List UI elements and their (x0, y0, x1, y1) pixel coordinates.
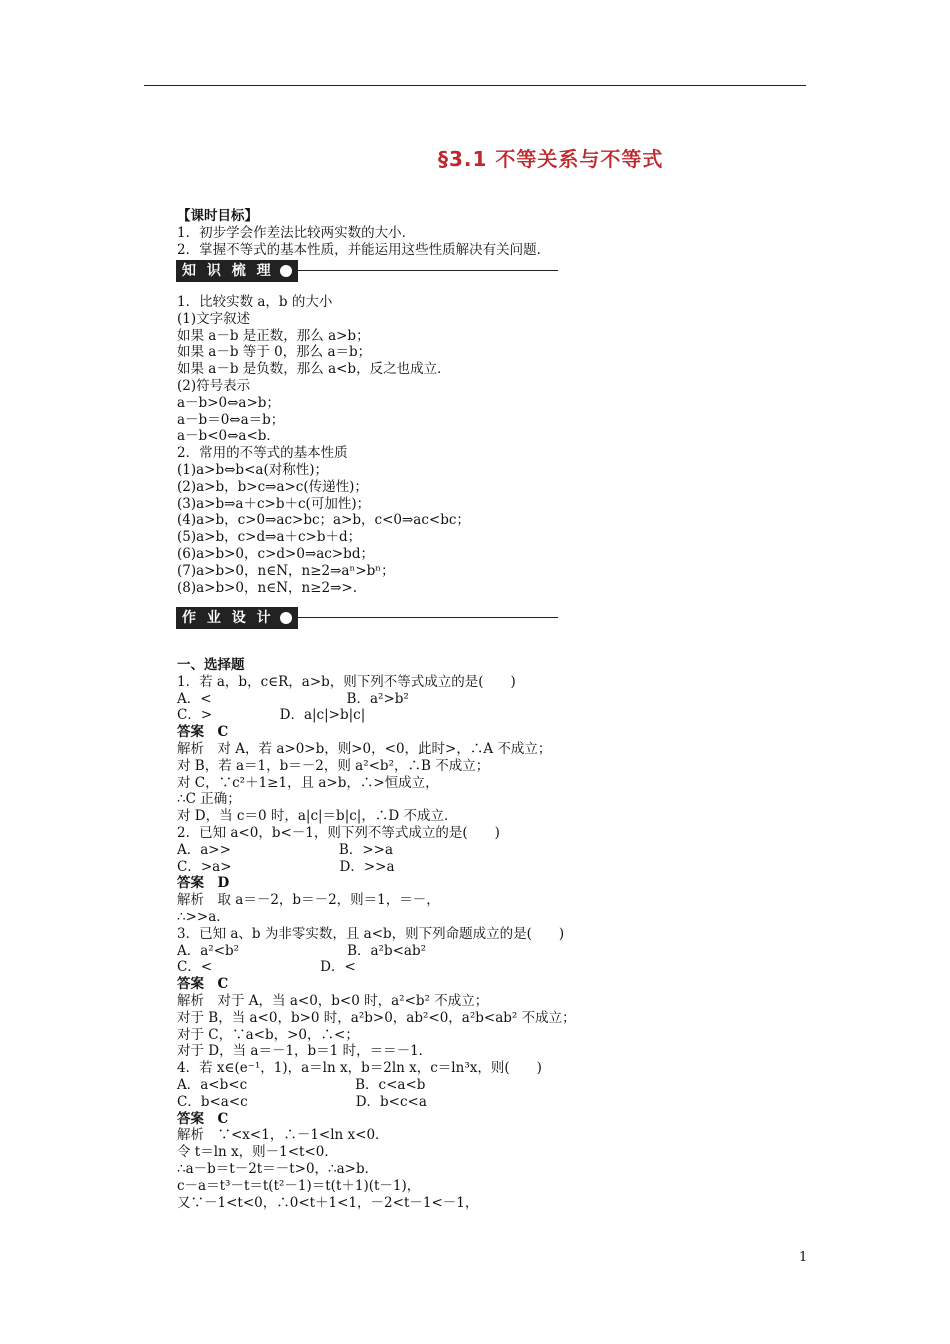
page-number: 1 (799, 1250, 808, 1265)
exercise-line: A．a<b<c B．c<a<b (177, 1076, 426, 1093)
exercises-section (177, 657, 797, 1211)
exercise-line: 对 D，当 c＝0 时，a|c|＝b|c|，∴D 不成立． (177, 808, 458, 825)
page-title: §3.1 不等关系与不等式 (438, 147, 664, 171)
exercise-line: 对于 B，当 a<0，b>0 时，a²b>0，ab²<0，a²b<ab² 不成立； (177, 1009, 576, 1026)
exercise-line: c－a＝t³－t＝t(t²－1)＝t(t＋1)(t－1)， (177, 1177, 421, 1194)
knowledge-line: (7)a>b>0，n∈N，n≥2⇒aⁿ>bⁿ； (177, 562, 395, 579)
knowledge-line: (8)a>b>0，n∈N，n≥2⇒>. (177, 579, 358, 596)
knowledge-section (177, 294, 797, 596)
banner-rule (298, 617, 558, 618)
exercise-line: C．> D．a|c|>b|c| (177, 707, 366, 724)
objectives-heading: 【课时目标】 (177, 208, 258, 224)
exercise-heading-line: 答案 D (177, 875, 230, 892)
banner-knowledge (176, 260, 558, 282)
exercise-line: 解析 对于 A，当 a<0，b<0 时，a²<b² 不成立； (177, 992, 489, 1009)
exercise-heading-line: 答案 C (177, 724, 229, 741)
exercise-line: 对于 D，当 a＝－1，b＝1 时，＝＝－1． (177, 1043, 433, 1060)
exercise-line: C．b<a<c D．b<c<a (177, 1093, 427, 1110)
knowledge-line: (3)a>b⇒a＋c>b＋c(可加性)； (177, 495, 371, 512)
exercise-line: A．< B．a²>b² (177, 690, 409, 707)
exercise-line: 令 t＝ln x，则－1<t<0． (177, 1144, 338, 1161)
exercise-line: 又∵－1<t<0，∴0<t＋1<1，－2<t－1<－1， (177, 1194, 479, 1211)
exercise-line: C．>a> D．>>a (177, 858, 395, 875)
knowledge-line: (1)文字叙述 (177, 310, 251, 327)
knowledge-line: 2．常用的不等式的基本性质 (177, 445, 348, 462)
knowledge-line: 如果 a－b 等于 0，那么 a＝b； (177, 344, 372, 361)
knowledge-line: a－b>0⇔a>b； (177, 394, 280, 411)
knowledge-line: (2)a>b，b>c⇒a>c(传递性)； (177, 478, 368, 495)
knowledge-line: a－b<0⇔a<b． (177, 428, 280, 445)
knowledge-line: 1．比较实数 a，b 的大小 (177, 294, 333, 310)
exercise-line: 对 C，∵c²＋1≥1，且 a>b，∴>恒成立， (177, 774, 439, 791)
exercise-line: ∴a－b＝t－2t＝－t>0，∴a>b． (177, 1160, 379, 1177)
exercise-line: 3．已知 a、b 为非零实数，且 a<b，则下列命题成立的是( ) (177, 925, 565, 942)
exercise-line: ∴C 正确； (177, 791, 241, 808)
knowledge-line: (2)符号表示 (177, 377, 251, 394)
exercise-line: 解析 取 a＝－2，b＝－2，则＝1，＝－， (177, 892, 440, 909)
exercise-line: 1．若 a，b，c∈R，a>b，则下列不等式成立的是( ) (177, 673, 516, 690)
exercise-line: ∴>>a． (177, 908, 230, 925)
bullet-dot-icon (280, 265, 292, 277)
banner-label: 作 业 设 计 (176, 607, 298, 629)
exercise-line: A．a>> B．>>a (177, 841, 394, 858)
bullet-dot-icon (280, 612, 292, 624)
objectives-section (177, 208, 797, 258)
exercise-heading-line: 一、选择题 (177, 657, 245, 673)
knowledge-line: (5)a>b，c>d⇒a＋c>b＋d； (177, 529, 362, 546)
banner-rule (298, 270, 558, 271)
knowledge-line: (6)a>b>0，c>d>0⇒ac>bd； (177, 545, 374, 562)
exercise-line: 对于 C，∵a<b，>0，∴<； (177, 1026, 359, 1043)
exercise-line: C．< D．< (177, 959, 356, 976)
exercise-heading-line: 答案 C (177, 1110, 229, 1127)
exercise-line: 2．已知 a<0，b<－1，则下列不等式成立的是( ) (177, 824, 500, 841)
objective-item: 2．掌握不等式的基本性质，并能运用这些性质解决有关问题． (177, 241, 551, 258)
exercise-line: A．a²<b² B．a²b<ab² (177, 942, 427, 959)
exercise-line: 对 B，若 a＝1，b＝－2，则 a²<b²，∴B 不成立； (177, 757, 490, 774)
banner-label: 知 识 梳 理 (176, 260, 298, 282)
knowledge-line: (1)a>b⇔b<a(对称性)； (177, 461, 328, 478)
exercise-heading-line: 答案 C (177, 976, 229, 993)
exercise-line: 解析 对 A，若 a>0>b，则>0，<0，此时>，∴A 不成立； (177, 740, 552, 757)
exercise-line: 解析 ∵<x<1，∴－1<ln x<0． (177, 1127, 389, 1144)
banner-exercises (176, 607, 558, 629)
header-rule (144, 85, 806, 86)
exercise-line: 4．若 x∈(e⁻¹，1)，a＝ln x，b＝2ln x，c＝ln³x，则( ) (177, 1060, 542, 1077)
knowledge-line: 如果 a－b 是正数，那么 a>b； (177, 327, 370, 344)
knowledge-line: a－b＝0⇔a＝b； (177, 411, 285, 428)
objective-item: 1．初步学会作差法比较两实数的大小． (177, 224, 416, 241)
knowledge-line: (4)a>b，c>0⇒ac>bc；a>b，c<0⇒ac<bc； (177, 512, 470, 529)
knowledge-line: 如果 a－b 是负数，那么 a<b，反之也成立． (177, 361, 451, 378)
